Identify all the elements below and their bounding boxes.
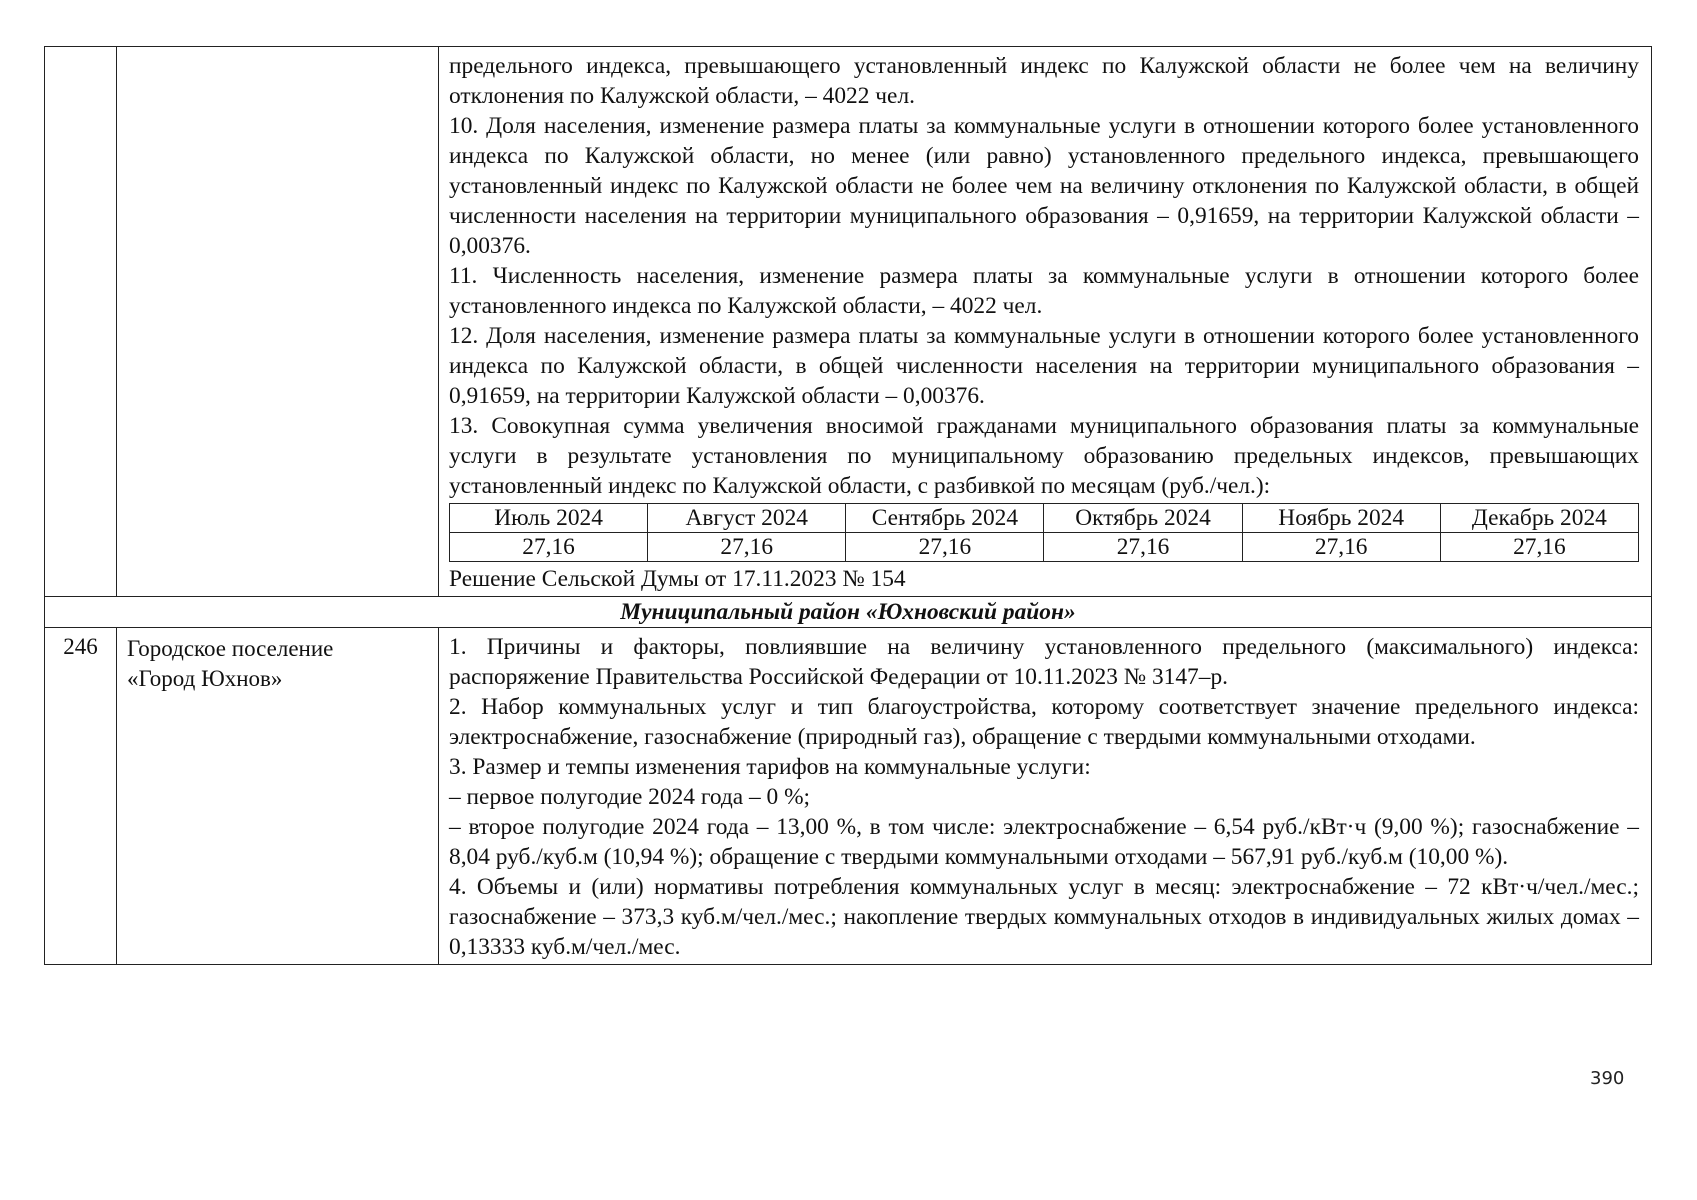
- month-value: 27,16: [1044, 533, 1242, 562]
- paragraph-3a: – первое полугодие 2024 года – 0 %;: [449, 784, 811, 810]
- month-header: Октябрь 2024: [1044, 504, 1242, 533]
- paragraph-3b: – второе полугодие 2024 года – 13,00 %, в том числе: электроснабжение – 6,54 руб./кВт·ч (9,00 %); газоснабжение – 8,04 руб./куб.м (10,94 %); обращение с твердыми коммунальными отходами – 567,91 руб./куб.м (10,00 %).: [449, 814, 1639, 870]
- document-table: [44, 46, 1652, 965]
- cell-name-empty: [117, 47, 439, 597]
- section-title: Муниципальный район «Юхновский район»: [45, 597, 1652, 628]
- month-header: Декабрь 2024: [1440, 504, 1638, 533]
- cell-content-246: [439, 628, 1652, 965]
- paragraph-2: 2. Набор коммунальных услуг и тип благоустройства, которому соответствует значение предельного индекса: электроснабжение, газоснабжение (природный газ), обращение с твердыми коммунальными отходами.: [449, 694, 1639, 750]
- paragraph-12: 12. Доля населения, изменение размера платы за коммунальные услуги в отношении которого более установленного индекса по Калужской области, в общей численности населения на территории муниципального образования – 0,91659, на территории Калужской области – 0,00376.: [449, 323, 1639, 409]
- month-value: 27,16: [1242, 533, 1440, 562]
- page-number: 390: [1590, 1068, 1625, 1089]
- months-value-row: [450, 533, 1639, 562]
- month-header: Август 2024: [648, 504, 846, 533]
- decision-reference: Решение Сельской Думы от 17.11.2023 № 154: [449, 566, 906, 592]
- month-value: 27,16: [450, 533, 648, 562]
- paragraph-11: 11. Численность населения, изменение размера платы за коммунальные услуги в отношении которого более установленного индекса по Калужской области, – 4022 чел.: [449, 263, 1639, 319]
- months-header-row: [450, 504, 1639, 533]
- paragraph-4: 4. Объемы и (или) нормативы потребления коммунальных услуг в месяц: электроснабжение – 72 кВт·ч/чел./мес.; газоснабжение – 373,3 куб.м/чел./мес.; накопление твердых коммунальных отходов в индивидуальных жилых домах – 0,13333 куб.м/чел./мес.: [449, 874, 1639, 960]
- month-value: 27,16: [846, 533, 1044, 562]
- municipality-name-line1: Городское поселение: [127, 636, 334, 661]
- month-header: Сентябрь 2024: [846, 504, 1044, 533]
- paragraph-1: 1. Причины и факторы, повлиявшие на величину установленного предельного (максимального) индекса: распоряжение Правительства Российской Федерации от 10.11.2023 № 3147–р.: [449, 634, 1639, 690]
- paragraph-9-tail: предельного индекса, превышающего установленный индекс по Калужской области не более чем на величину отклонения по Калужской области, – 4022 чел.: [449, 53, 1639, 109]
- section-row: [45, 597, 1652, 628]
- month-header: Ноябрь 2024: [1242, 504, 1440, 533]
- month-header: Июль 2024: [450, 504, 648, 533]
- municipality-name: [117, 628, 439, 965]
- month-value: 27,16: [1440, 533, 1638, 562]
- paragraph-3: 3. Размер и темпы изменения тарифов на коммунальные услуги:: [449, 754, 1091, 780]
- municipality-name-line2: «Город Юхнов»: [127, 666, 283, 691]
- paragraph-10: 10. Доля населения, изменение размера платы за коммунальные услуги в отношении которого более установленного индекса по Калужской области, но менее (или равно) установленного предельного индекса, превышающего установленный индекс по Калужской области не более чем на величину отклонения по Калужской области, в общей численности населения на территории муниципального образования – 0,91659, на территории Калужской области – 0,00376.: [449, 113, 1639, 259]
- month-value: 27,16: [648, 533, 846, 562]
- table-row-246: [45, 628, 1652, 965]
- row-number: 246: [45, 628, 117, 965]
- cell-content-continued: [439, 47, 1652, 597]
- table-row-continued: [45, 47, 1652, 597]
- paragraph-13: 13. Совокупная сумма увеличения вносимой гражданами муниципального образования платы за коммунальные услуги в результате установления по муниципальному образованию предельных индексов, превышающих установленный индекс по Калужской области, с разбивкой по месяцам (руб./чел.):: [449, 413, 1639, 499]
- cell-number-empty: [45, 47, 117, 597]
- monthly-amounts-table: [449, 503, 1639, 562]
